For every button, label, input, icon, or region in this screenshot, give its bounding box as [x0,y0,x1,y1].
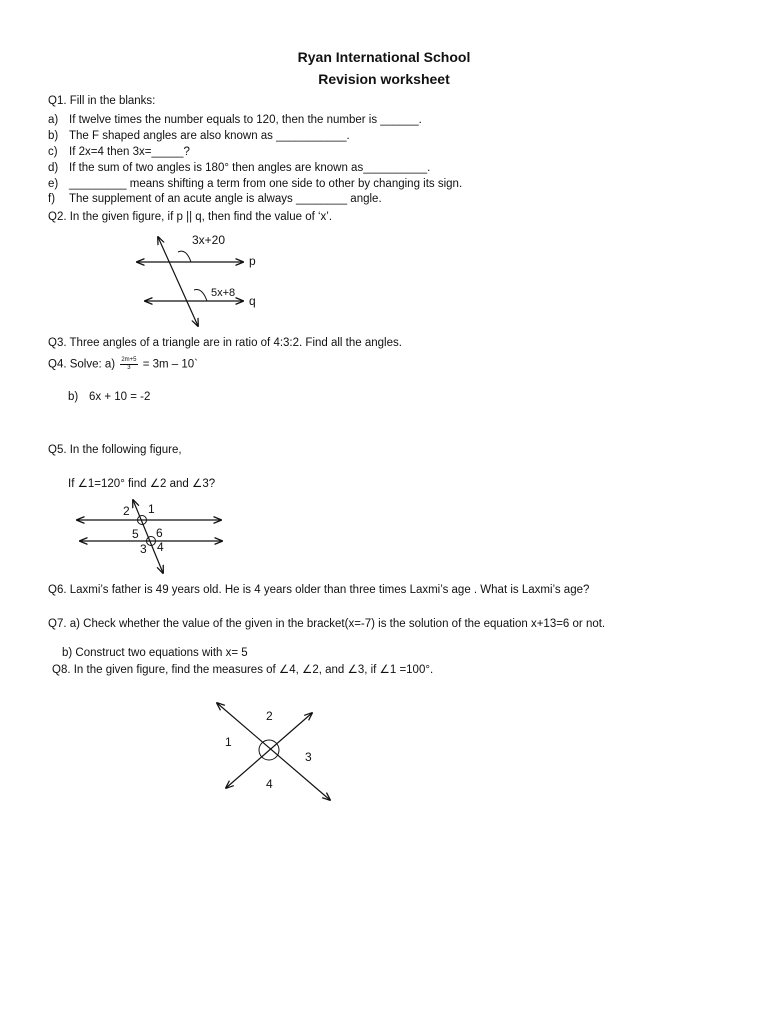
q6-question: Q6. Laxmi’s father is 49 years old. He is 4 years older than three times Laxmi’s age . What is Laxmi’s age? [48,584,590,596]
q8-question: Q8. In the given figure, find the measures of ∠4, ∠2, and ∠3, if ∠1 =100°. [52,664,434,676]
q1-marker-d: d) [48,162,59,174]
q2-label-top-angle: 3x+20 [192,233,226,247]
q1-marker-c: c) [48,146,58,158]
q4-suffix: = 3m – 10` [142,358,199,371]
q1-item-b: The F shaped angles are also known as ___________. [69,130,350,142]
q5-angle-4: 4 [157,540,164,554]
q5-angle-1: 1 [148,502,155,516]
q5-subquestion: If ∠1=120° find ∠2 and ∠3? [68,478,216,490]
q1-item-d: If the sum of two angles is 180° then angles are known as__________. [69,162,431,174]
q7-question-a: Q7. a) Check whether the value of the given in the bracket(x=-7) is the solution of the equation x+13=6 or not. [48,618,606,630]
q5-angle-3: 3 [140,542,147,556]
q2-label-q: q [249,294,256,308]
q4-b-equation: 6x + 10 = -2 [89,391,151,403]
q1-heading: Q1. Fill in the blanks: [48,95,156,107]
q2-label-p: p [249,254,256,268]
q1-marker-a: a) [48,114,59,126]
q3-question: Q3. Three angles of a triangle are in ratio of 4:3:2. Find all the angles. [48,337,402,349]
q5-angle-2: 2 [123,504,130,518]
q2-question: Q2. In the given figure, if p || q, then find the value of ‘x’. [48,211,333,223]
q1-marker-e: e) [48,178,59,190]
school-name: Ryan International School [297,49,471,65]
q8-line-descending [217,703,330,800]
q5-angle-5: 5 [132,527,139,541]
q4-fraction-numerator: 2m+5 [121,357,137,363]
q4-fraction-denominator: 3 [127,365,131,371]
worksheet-title: Revision worksheet [318,71,450,87]
q1-marker-f: f) [48,193,56,205]
q2-label-bottom-angle: 5x+8 [211,287,236,299]
q1-marker-b: b) [48,130,59,142]
q8-angle-4: 4 [266,777,273,791]
q1-item-e: _________ means shifting a term from one side to other by changing its sign. [69,178,463,190]
q4-b-marker: b) [68,391,79,403]
q5-angle-6: 6 [156,526,163,540]
q5-question: Q5. In the following figure, [48,444,182,456]
q8-angle-1: 1 [225,735,232,749]
q1-item-c: If 2x=4 then 3x=_____? [69,146,190,158]
q4-prefix: Q4. Solve: a) [48,358,116,371]
q8-angle-2: 2 [266,709,273,723]
q1-item-a: If twelve times the number equals to 120, then the number is ______. [69,114,422,126]
q1-item-f: The supplement of an acute angle is always ________ angle. [69,193,382,205]
q7-question-b: b) Construct two equations with x= 5 [62,647,248,659]
q8-angle-3: 3 [305,750,312,764]
